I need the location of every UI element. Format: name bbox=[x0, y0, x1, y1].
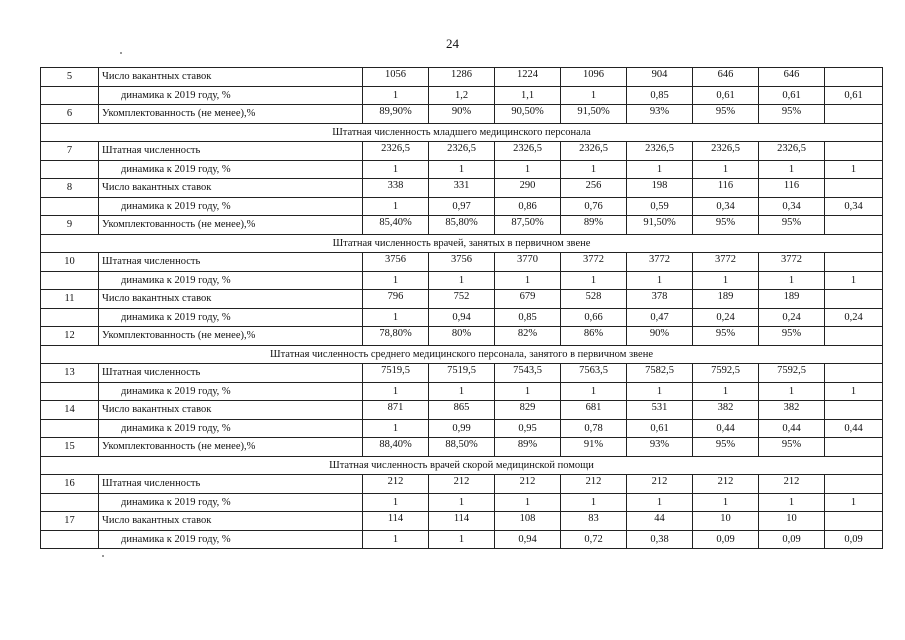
value-cell: 0,61 bbox=[825, 86, 883, 105]
value-cell: 829 bbox=[495, 401, 561, 420]
indicator-label: Штатная численность bbox=[99, 253, 363, 272]
row-number bbox=[41, 493, 99, 512]
value-cell: 91% bbox=[561, 438, 627, 457]
value-cell: 2326,5 bbox=[495, 142, 561, 161]
indicator-label: Число вакантных ставок bbox=[99, 290, 363, 309]
value-cell: 1 bbox=[627, 271, 693, 290]
value-cell: 679 bbox=[495, 290, 561, 309]
indicator-label: Число вакантных ставок bbox=[99, 179, 363, 198]
value-cell: 0,44 bbox=[759, 419, 825, 438]
value-cell: 212 bbox=[627, 475, 693, 494]
value-cell: 90,50% bbox=[495, 105, 561, 124]
value-cell: 1 bbox=[363, 382, 429, 401]
value-cell: 0,85 bbox=[495, 308, 561, 327]
value-cell: 0,94 bbox=[495, 530, 561, 549]
row-number: 6 bbox=[41, 105, 99, 124]
value-cell: 681 bbox=[561, 401, 627, 420]
table-row bbox=[41, 216, 883, 235]
value-cell bbox=[825, 327, 883, 346]
section-title: Штатная численность врачей скорой медицинской помощи bbox=[41, 456, 883, 475]
value-cell: 0,24 bbox=[759, 308, 825, 327]
value-cell: 3772 bbox=[693, 253, 759, 272]
value-cell: 1 bbox=[561, 86, 627, 105]
value-cell: 212 bbox=[693, 475, 759, 494]
value-cell bbox=[825, 68, 883, 87]
scan-speck bbox=[120, 52, 122, 54]
value-cell: 0,99 bbox=[429, 419, 495, 438]
value-cell: 1,1 bbox=[495, 86, 561, 105]
row-number: 15 bbox=[41, 438, 99, 457]
value-cell: 0,95 bbox=[495, 419, 561, 438]
value-cell: 0,61 bbox=[759, 86, 825, 105]
value-cell: 91,50% bbox=[561, 105, 627, 124]
value-cell: 95% bbox=[759, 216, 825, 235]
value-cell: 0,94 bbox=[429, 308, 495, 327]
value-cell: 0,76 bbox=[561, 197, 627, 216]
row-number bbox=[41, 160, 99, 179]
value-cell: 0,24 bbox=[693, 308, 759, 327]
value-cell: 290 bbox=[495, 179, 561, 198]
value-cell: 85,40% bbox=[363, 216, 429, 235]
value-cell: 1 bbox=[627, 382, 693, 401]
value-cell: 1 bbox=[363, 160, 429, 179]
value-cell: 752 bbox=[429, 290, 495, 309]
row-number: 8 bbox=[41, 179, 99, 198]
value-cell: 3772 bbox=[561, 253, 627, 272]
value-cell: 0,09 bbox=[693, 530, 759, 549]
table-row bbox=[41, 253, 883, 272]
indicator-label: Число вакантных ставок bbox=[99, 68, 363, 87]
section-title: Штатная численность младшего медицинского персонала bbox=[41, 123, 883, 142]
value-cell: 1 bbox=[495, 271, 561, 290]
value-cell: 44 bbox=[627, 512, 693, 531]
value-cell: 1 bbox=[561, 271, 627, 290]
value-cell: 7592,5 bbox=[693, 364, 759, 383]
value-cell bbox=[825, 253, 883, 272]
value-cell: 528 bbox=[561, 290, 627, 309]
value-cell: 1 bbox=[363, 419, 429, 438]
value-cell: 89% bbox=[561, 216, 627, 235]
value-cell: 212 bbox=[561, 475, 627, 494]
value-cell: 0,86 bbox=[495, 197, 561, 216]
value-cell: 0,61 bbox=[627, 419, 693, 438]
row-number bbox=[41, 86, 99, 105]
value-cell: 1 bbox=[363, 308, 429, 327]
value-cell: 256 bbox=[561, 179, 627, 198]
staffing-table bbox=[40, 67, 883, 549]
row-number: 14 bbox=[41, 401, 99, 420]
value-cell bbox=[825, 290, 883, 309]
value-cell: 1 bbox=[363, 530, 429, 549]
value-cell: 83 bbox=[561, 512, 627, 531]
value-cell: 0,61 bbox=[693, 86, 759, 105]
value-cell: 1 bbox=[429, 530, 495, 549]
value-cell: 7519,5 bbox=[429, 364, 495, 383]
indicator-label: Укомплектованность (не менее),% bbox=[99, 327, 363, 346]
value-cell: 1 bbox=[825, 493, 883, 512]
indicator-label: Укомплектованность (не менее),% bbox=[99, 105, 363, 124]
indicator-label: Штатная численность bbox=[99, 142, 363, 161]
table-row bbox=[41, 68, 883, 87]
value-cell: 1 bbox=[429, 160, 495, 179]
value-cell: 2326,5 bbox=[429, 142, 495, 161]
value-cell: 116 bbox=[693, 179, 759, 198]
value-cell: 1 bbox=[825, 271, 883, 290]
section-row bbox=[41, 345, 883, 364]
indicator-label: динамика к 2019 году, % bbox=[99, 382, 363, 401]
section-row bbox=[41, 456, 883, 475]
table-row bbox=[41, 105, 883, 124]
row-number bbox=[41, 382, 99, 401]
value-cell: 95% bbox=[693, 216, 759, 235]
value-cell: 82% bbox=[495, 327, 561, 346]
value-cell: 95% bbox=[759, 438, 825, 457]
value-cell: 212 bbox=[759, 475, 825, 494]
value-cell: 95% bbox=[693, 105, 759, 124]
value-cell: 1 bbox=[429, 271, 495, 290]
value-cell bbox=[825, 475, 883, 494]
indicator-label: динамика к 2019 году, % bbox=[99, 197, 363, 216]
value-cell: 0,24 bbox=[825, 308, 883, 327]
value-cell: 1286 bbox=[429, 68, 495, 87]
value-cell: 87,50% bbox=[495, 216, 561, 235]
value-cell: 212 bbox=[495, 475, 561, 494]
value-cell: 88,50% bbox=[429, 438, 495, 457]
value-cell: 1,2 bbox=[429, 86, 495, 105]
value-cell: 93% bbox=[627, 438, 693, 457]
value-cell: 7519,5 bbox=[363, 364, 429, 383]
row-number bbox=[41, 271, 99, 290]
value-cell: 1 bbox=[693, 493, 759, 512]
row-number: 7 bbox=[41, 142, 99, 161]
indicator-label: динамика к 2019 году, % bbox=[99, 530, 363, 549]
value-cell: 382 bbox=[693, 401, 759, 420]
value-cell: 904 bbox=[627, 68, 693, 87]
value-cell: 331 bbox=[429, 179, 495, 198]
table-row bbox=[41, 438, 883, 457]
value-cell: 1 bbox=[561, 493, 627, 512]
value-cell: 10 bbox=[759, 512, 825, 531]
row-number: 17 bbox=[41, 512, 99, 531]
value-cell bbox=[825, 401, 883, 420]
value-cell: 114 bbox=[363, 512, 429, 531]
value-cell: 93% bbox=[627, 105, 693, 124]
indicator-label: динамика к 2019 году, % bbox=[99, 419, 363, 438]
indicator-label: динамика к 2019 году, % bbox=[99, 308, 363, 327]
value-cell bbox=[825, 105, 883, 124]
value-cell: 0,34 bbox=[759, 197, 825, 216]
value-cell: 2326,5 bbox=[693, 142, 759, 161]
value-cell: 7592,5 bbox=[759, 364, 825, 383]
table-body bbox=[41, 68, 883, 549]
value-cell bbox=[825, 216, 883, 235]
value-cell: 0,97 bbox=[429, 197, 495, 216]
indicator-label: динамика к 2019 году, % bbox=[99, 160, 363, 179]
value-cell: 0,34 bbox=[693, 197, 759, 216]
row-number: 10 bbox=[41, 253, 99, 272]
value-cell: 90% bbox=[429, 105, 495, 124]
value-cell: 0,09 bbox=[825, 530, 883, 549]
row-number bbox=[41, 419, 99, 438]
indicator-label: Укомплектованность (не менее),% bbox=[99, 216, 363, 235]
value-cell: 2326,5 bbox=[363, 142, 429, 161]
value-cell: 7543,5 bbox=[495, 364, 561, 383]
value-cell: 1 bbox=[693, 382, 759, 401]
value-cell: 0,78 bbox=[561, 419, 627, 438]
table-row bbox=[41, 197, 883, 216]
value-cell: 90% bbox=[627, 327, 693, 346]
row-number: 5 bbox=[41, 68, 99, 87]
value-cell: 338 bbox=[363, 179, 429, 198]
section-row bbox=[41, 123, 883, 142]
indicator-label: Штатная численность bbox=[99, 364, 363, 383]
scan-speck bbox=[102, 555, 104, 557]
value-cell: 871 bbox=[363, 401, 429, 420]
value-cell: 108 bbox=[495, 512, 561, 531]
value-cell: 85,80% bbox=[429, 216, 495, 235]
value-cell: 1 bbox=[495, 493, 561, 512]
table-row bbox=[41, 86, 883, 105]
table-row bbox=[41, 290, 883, 309]
value-cell: 116 bbox=[759, 179, 825, 198]
value-cell: 0,72 bbox=[561, 530, 627, 549]
value-cell bbox=[825, 142, 883, 161]
value-cell: 2326,5 bbox=[561, 142, 627, 161]
value-cell: 3770 bbox=[495, 253, 561, 272]
value-cell: 89% bbox=[495, 438, 561, 457]
indicator-label: Число вакантных ставок bbox=[99, 512, 363, 531]
value-cell: 1 bbox=[561, 160, 627, 179]
value-cell: 0,44 bbox=[825, 419, 883, 438]
value-cell: 1 bbox=[759, 271, 825, 290]
value-cell: 0,34 bbox=[825, 197, 883, 216]
table-row bbox=[41, 142, 883, 161]
value-cell bbox=[825, 438, 883, 457]
value-cell: 91,50% bbox=[627, 216, 693, 235]
value-cell: 1 bbox=[627, 160, 693, 179]
value-cell: 95% bbox=[693, 438, 759, 457]
value-cell: 2326,5 bbox=[627, 142, 693, 161]
value-cell: 114 bbox=[429, 512, 495, 531]
value-cell: 1096 bbox=[561, 68, 627, 87]
table-row bbox=[41, 271, 883, 290]
value-cell: 89,90% bbox=[363, 105, 429, 124]
value-cell: 0,38 bbox=[627, 530, 693, 549]
row-number: 13 bbox=[41, 364, 99, 383]
value-cell: 796 bbox=[363, 290, 429, 309]
value-cell: 1 bbox=[363, 86, 429, 105]
value-cell: 78,80% bbox=[363, 327, 429, 346]
indicator-label: динамика к 2019 году, % bbox=[99, 86, 363, 105]
value-cell: 3756 bbox=[429, 253, 495, 272]
value-cell: 212 bbox=[363, 475, 429, 494]
table-row bbox=[41, 308, 883, 327]
value-cell: 95% bbox=[693, 327, 759, 346]
table-row bbox=[41, 327, 883, 346]
value-cell: 2326,5 bbox=[759, 142, 825, 161]
table-row bbox=[41, 160, 883, 179]
value-cell: 0,44 bbox=[693, 419, 759, 438]
value-cell: 1 bbox=[759, 382, 825, 401]
value-cell: 1 bbox=[693, 271, 759, 290]
value-cell: 1 bbox=[363, 197, 429, 216]
value-cell: 95% bbox=[759, 105, 825, 124]
value-cell: 86% bbox=[561, 327, 627, 346]
table-row bbox=[41, 364, 883, 383]
table-row bbox=[41, 475, 883, 494]
value-cell: 646 bbox=[759, 68, 825, 87]
value-cell: 0,66 bbox=[561, 308, 627, 327]
table-row bbox=[41, 419, 883, 438]
indicator-label: динамика к 2019 году, % bbox=[99, 271, 363, 290]
value-cell: 198 bbox=[627, 179, 693, 198]
page-number: 24 bbox=[446, 36, 459, 51]
value-cell: 10 bbox=[693, 512, 759, 531]
value-cell: 80% bbox=[429, 327, 495, 346]
value-cell: 1 bbox=[429, 493, 495, 512]
row-number bbox=[41, 308, 99, 327]
indicator-label: Штатная численность bbox=[99, 475, 363, 494]
row-number: 9 bbox=[41, 216, 99, 235]
value-cell: 1 bbox=[759, 160, 825, 179]
row-number bbox=[41, 197, 99, 216]
value-cell: 3772 bbox=[759, 253, 825, 272]
value-cell: 865 bbox=[429, 401, 495, 420]
value-cell: 3756 bbox=[363, 253, 429, 272]
value-cell: 1224 bbox=[495, 68, 561, 87]
row-number bbox=[41, 530, 99, 549]
value-cell: 1 bbox=[363, 493, 429, 512]
value-cell: 0,85 bbox=[627, 86, 693, 105]
section-title: Штатная численность врачей, занятых в первичном звене bbox=[41, 234, 883, 253]
value-cell: 7582,5 bbox=[627, 364, 693, 383]
row-number: 16 bbox=[41, 475, 99, 494]
indicator-label: Укомплектованность (не менее),% bbox=[99, 438, 363, 457]
table-row bbox=[41, 512, 883, 531]
value-cell: 0,59 bbox=[627, 197, 693, 216]
value-cell: 1 bbox=[495, 382, 561, 401]
value-cell: 0,47 bbox=[627, 308, 693, 327]
value-cell bbox=[825, 179, 883, 198]
table-row bbox=[41, 493, 883, 512]
value-cell: 0,09 bbox=[759, 530, 825, 549]
value-cell: 1 bbox=[561, 382, 627, 401]
value-cell: 1 bbox=[363, 271, 429, 290]
value-cell: 189 bbox=[759, 290, 825, 309]
value-cell bbox=[825, 364, 883, 383]
table-row bbox=[41, 179, 883, 198]
value-cell: 1 bbox=[825, 160, 883, 179]
value-cell: 1056 bbox=[363, 68, 429, 87]
table-row bbox=[41, 530, 883, 549]
value-cell: 1 bbox=[825, 382, 883, 401]
value-cell: 88,40% bbox=[363, 438, 429, 457]
value-cell: 212 bbox=[429, 475, 495, 494]
value-cell: 378 bbox=[627, 290, 693, 309]
value-cell: 3772 bbox=[627, 253, 693, 272]
section-title: Штатная численность среднего медицинского персонала, занятого в первичном звене bbox=[41, 345, 883, 364]
value-cell: 1 bbox=[495, 160, 561, 179]
section-row bbox=[41, 234, 883, 253]
value-cell: 189 bbox=[693, 290, 759, 309]
value-cell: 7563,5 bbox=[561, 364, 627, 383]
value-cell: 382 bbox=[759, 401, 825, 420]
value-cell: 95% bbox=[759, 327, 825, 346]
value-cell: 1 bbox=[627, 493, 693, 512]
table-row bbox=[41, 401, 883, 420]
value-cell: 531 bbox=[627, 401, 693, 420]
row-number: 11 bbox=[41, 290, 99, 309]
table-row bbox=[41, 382, 883, 401]
value-cell: 1 bbox=[693, 160, 759, 179]
value-cell: 1 bbox=[429, 382, 495, 401]
value-cell bbox=[825, 512, 883, 531]
value-cell: 1 bbox=[759, 493, 825, 512]
value-cell: 646 bbox=[693, 68, 759, 87]
indicator-label: динамика к 2019 году, % bbox=[99, 493, 363, 512]
indicator-label: Число вакантных ставок bbox=[99, 401, 363, 420]
row-number: 12 bbox=[41, 327, 99, 346]
